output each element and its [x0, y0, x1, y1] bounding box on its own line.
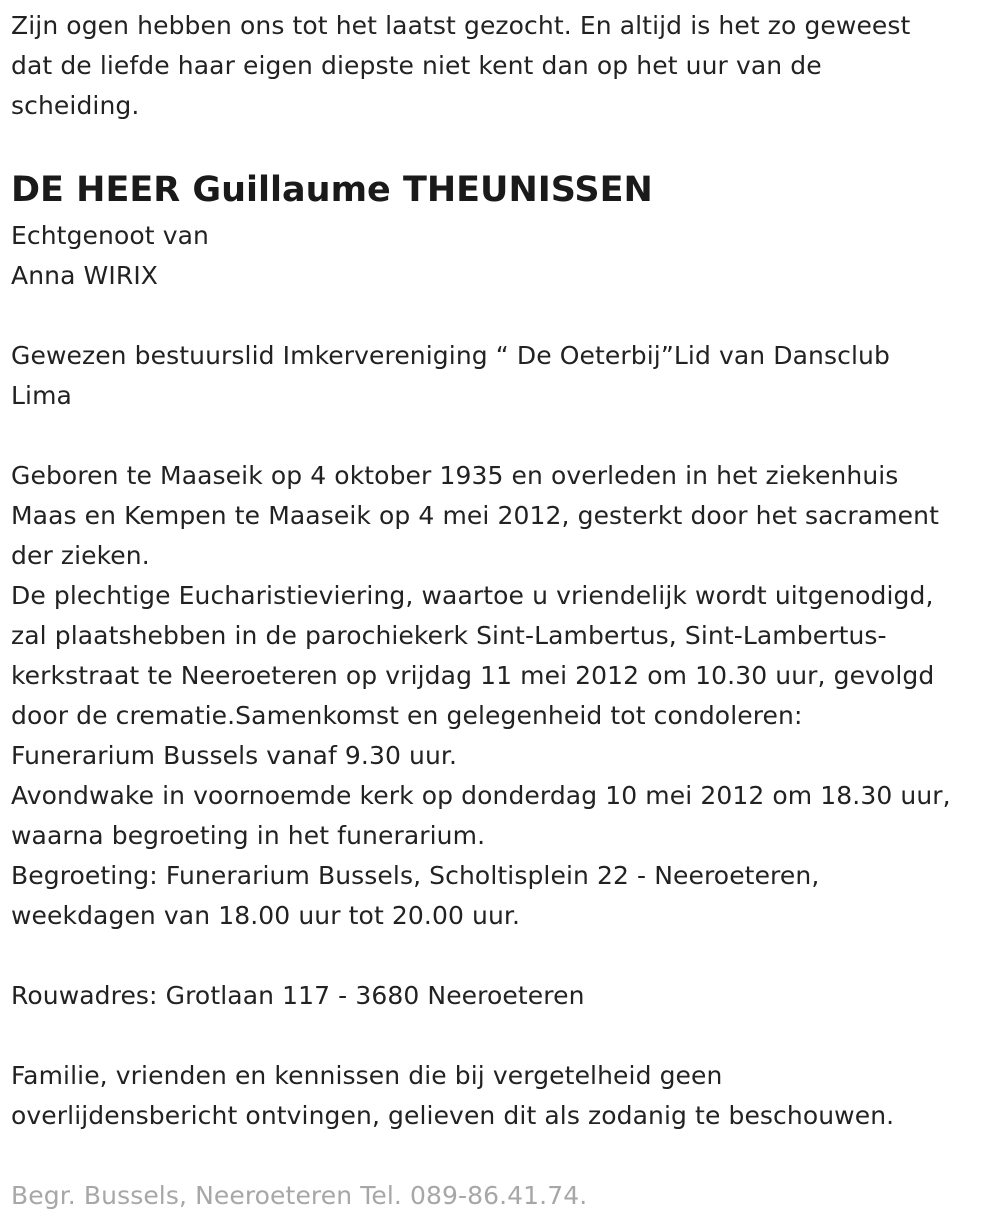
- funeral-home-contact: Begr. Bussels, Neeroeteren Tel. 089-86.41.74.: [11, 1181, 588, 1210]
- spacer: [11, 416, 996, 456]
- deceased-section: [11, 166, 996, 296]
- spacer: [11, 126, 996, 166]
- mourning-address-section: [11, 976, 996, 1016]
- family-notice-line: overlijdensbericht ontvingen, gelieven dit als zodanig te beschouwen.: [11, 1101, 895, 1130]
- funeral-details-section: [11, 456, 996, 936]
- intro-quote-line: Zijn ogen hebben ons tot het laatst gezocht. En altijd is het zo geweest: [11, 11, 911, 40]
- memberships-line: Gewezen bestuurslid Imkervereniging “ De Oeterbij”Lid van Dansclub: [11, 341, 890, 370]
- details-line: zal plaatshebben in de parochiekerk Sint-Lambertus, Sint-Lambertus-: [11, 621, 887, 650]
- family-notice-line: Familie, vrienden en kennissen die bij vergetelheid geen: [11, 1061, 723, 1090]
- details-line: waarna begroeting in het funerarium.: [11, 821, 486, 850]
- details-line: der zieken.: [11, 541, 150, 570]
- details-line: Geboren te Maaseik op 4 oktober 1935 en overleden in het ziekenhuis: [11, 461, 899, 490]
- spacer: [11, 1016, 996, 1056]
- funeral-home-footer: [11, 1176, 996, 1216]
- spacer: [11, 936, 996, 976]
- spacer: [11, 1136, 996, 1176]
- intro-quote-line: dat de liefde haar eigen diepste niet kent dan op het uur van de: [11, 51, 822, 80]
- details-line: De plechtige Eucharistieviering, waartoe u vriendelijk wordt uitgenodigd,: [11, 581, 934, 610]
- details-line: Maas en Kempen te Maaseik op 4 mei 2012, gesterkt door het sacrament: [11, 501, 939, 530]
- spacer: [11, 296, 996, 336]
- mourning-address: Rouwadres: Grotlaan 117 - 3680 Neeroeteren: [11, 981, 585, 1010]
- family-notice-section: [11, 1056, 996, 1136]
- details-line: Begroeting: Funerarium Bussels, Scholtisplein 22 - Neeroeteren,: [11, 861, 820, 890]
- details-line: kerkstraat te Neeroeteren op vrijdag 11 mei 2012 om 10.30 uur, gevolgd: [11, 661, 935, 690]
- details-line: door de crematie.Samenkomst en gelegenheid tot condoleren:: [11, 701, 803, 730]
- deceased-name-title: DE HEER Guillaume THEUNISSEN: [11, 170, 653, 210]
- details-line: weekdagen van 18.00 uur tot 20.00 uur.: [11, 901, 521, 930]
- intro-quote-line: scheiding.: [11, 91, 140, 120]
- memberships-line: Lima: [11, 381, 72, 410]
- spouse-name: Anna WIRIX: [11, 261, 159, 290]
- obituary-notice: [11, 6, 996, 1216]
- details-line: Avondwake in voornoemde kerk op donderdag 10 mei 2012 om 18.30 uur,: [11, 781, 951, 810]
- details-line: Funerarium Bussels vanaf 9.30 uur.: [11, 741, 458, 770]
- intro-quote: [11, 6, 996, 126]
- spouse-label: Echtgenoot van: [11, 221, 209, 250]
- memberships-section: [11, 336, 996, 416]
